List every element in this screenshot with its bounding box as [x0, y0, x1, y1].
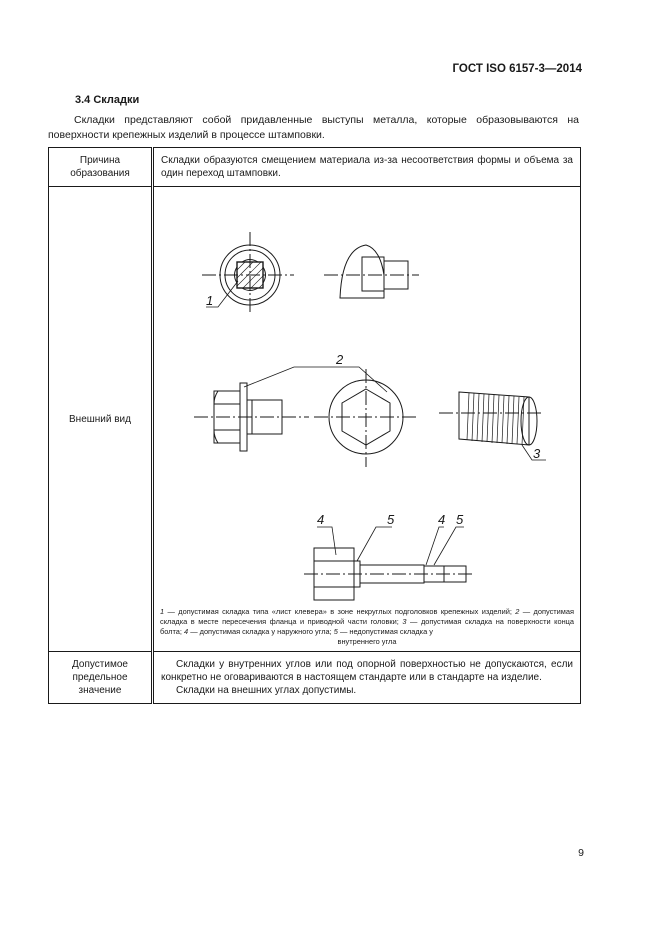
table-row: [49, 187, 581, 652]
caption-last-line: внутреннего угла: [337, 637, 397, 646]
caption-num-5: 5: [333, 627, 338, 636]
limit-text-2: Складки на внешних углах допустимы.: [176, 685, 357, 696]
figure-carriage-bolt-side-view: [324, 245, 419, 298]
caption-num-3: 3: [402, 617, 407, 626]
callout-3: 3: [533, 446, 541, 461]
row-label-cause: Причина образования: [49, 148, 153, 187]
caption-num-1: 1: [160, 607, 165, 616]
callout-1: 1: [206, 293, 214, 308]
table-row: [49, 148, 581, 187]
caption-item-5: — недопустимая складка у: [337, 627, 433, 636]
standard-header: ГОСТ ISO 6157-3—2014: [452, 63, 582, 75]
row-label-appearance: Внешний вид: [49, 187, 153, 652]
intro-paragraph: Складки представляют собой придавленные выступы металла, которые образовываются на поверхности крепежных изделий в процессе штамповки.: [48, 114, 579, 141]
limit-text-1: Складки у внутренних углов или под опорной поверхностью не допускаются, если конкретно не оговариваются в настоящем стандарте или в стандарте на изделие.: [161, 659, 573, 683]
figure-threaded-bolt-end: [439, 392, 544, 445]
page-number: 9: [578, 847, 584, 859]
caption-item-3: — допустимая складка на поверхности конца болта;: [160, 617, 574, 636]
caption-num-2: 2: [515, 607, 520, 616]
laps-illustration: [154, 187, 587, 607]
callout-4b: 4: [438, 512, 446, 527]
callout-5a: 5: [387, 512, 395, 527]
defect-table: [48, 147, 581, 704]
caption-num-4: 4: [184, 627, 189, 636]
row-label-limit: Допустимое предельное значение: [49, 652, 153, 704]
callout-5b: 5: [456, 512, 464, 527]
figure-flange-bolt-end-view: [314, 369, 419, 467]
table-row: [49, 652, 581, 704]
callout-2: 2: [336, 352, 344, 367]
figure-flange-bolt-side-view: [194, 383, 309, 451]
figure-square-neck-end-view: [202, 232, 294, 312]
appearance-cell: [153, 187, 581, 652]
figure-hex-bolt-with-shank: [304, 548, 474, 600]
section-title: 3.4 Складки: [75, 94, 140, 106]
callout-4a: 4: [317, 512, 325, 527]
caption-item-2: — допустимая складка в месте пересечения фланца и приводной части головки;: [160, 607, 574, 626]
caption-item-1: — допустимая складка типа «лист клевера» в зоне некруглых подголовков крепежных изделий;: [164, 607, 516, 616]
figure-caption: [154, 607, 580, 651]
limit-cell: [153, 652, 581, 704]
caption-item-4: — допустимая складка у наружного угла;: [188, 627, 334, 636]
cause-text: Складки образуются смещением материала из-за несоответствия формы и объема за один переход штамповки.: [153, 148, 581, 187]
